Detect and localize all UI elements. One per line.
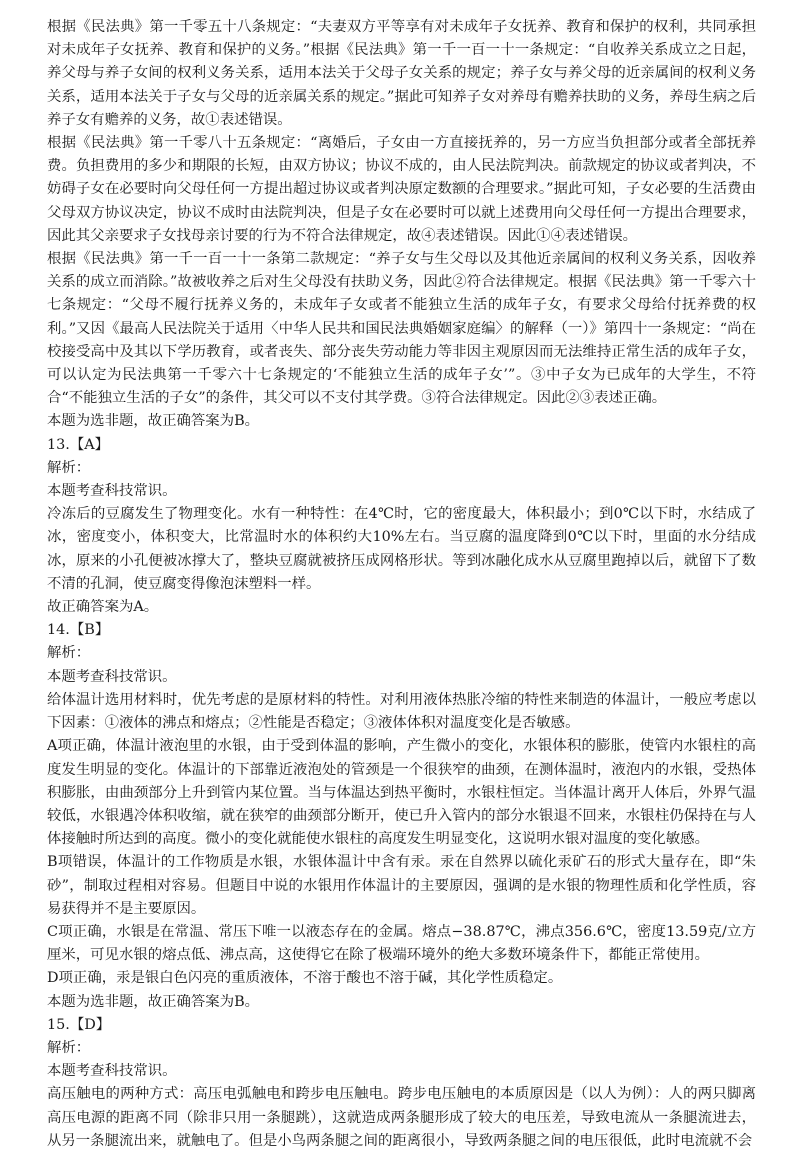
topic-line-14: 本题考查科技常识。 [47, 668, 177, 685]
paragraph-high-voltage: 高压触电的两种方式：高压电弧触电和跨步电压触电。跨步电压触电的本质原因是（以人为例）：人的两只脚离高压电源的距离不同（除非只用一条腿跳），这就造成两条腿形成了较大的电压差，导致电流从一条腿流进去，从另一条腿流出来，就触电了。但是小鸟两条腿之间的距离很小，导致两条腿之间的电压很低，此时电流就不会 [47, 1086, 756, 1149]
answer-line-12: 本题为选非题，故正确答案为B。 [47, 413, 260, 430]
analysis-label-15: 解析： [47, 1039, 91, 1056]
option-c-explanation: C项正确，水银是在常温、常压下唯一以液态存在的金属。熔点−38.87℃，沸点356.6℃，密度13.59克/立方厘米，可见水银的熔点低、沸点高，这使得它在除了极端环境外的绝大多数环境条件下，都能正常使用。 [47, 923, 756, 964]
question-13-heading: 13.【A】 [47, 436, 110, 453]
topic-line-15: 本题考查科技常识。 [47, 1063, 177, 1080]
topic-line-13: 本题考查科技常识。 [47, 483, 177, 500]
paragraph-tofu: 冷冻后的豆腐发生了物理变化。水有一种特性：在4℃时，它的密度最大，体积最小；到0℃以下时，水结成了冰，密度变小，体积变大，比常温时水的体积约大10%左右。当豆腐的温度降到0℃以下时，里面的水分结成冰，原来的小孔便被冰撑大了，整块豆腐就被挤压成网格形状。等到冰融化成水从豆腐里跑掉以后，就留下了数不清的孔洞，使豆腐变得像泡沫塑料一样。 [47, 506, 756, 592]
paragraph-thermometer-intro: 给体温计选用材料时，优先考虑的是原材料的特性。对利用液体热胀冷缩的特性来制造的体温计，一般应考虑以下因素：①液体的沸点和熔点；②性能是否稳定；③液体体积对温度变化是否敏感。 [47, 691, 756, 732]
paragraph-article-1111: 根据《民法典》第一千一百一十一条第二款规定：“养子女与生父母以及其他近亲属间的权利义务关系，因收养关系的成立而消除。”故被收养之后对生父母没有扶助义务，因此②符合法律规定。根据《民法典》第一千零六十七条规定：“父母不履行抚养义务的，未成年子女或者不能独立生活的成年子女，有要求父母给付抚养费的权利。”又因《最高人民法院关于适用〈中华人民共和国民法典婚姻家庭编〉的解释（一）》第四十一条规定：“尚在校接受高中及其以下学历教育，或者丧失、部分丧失劳动能力等非因主观原因而无法维持正常生活的成年子女，可以认定为民法典第一千零六十七条规定的‘不能独立生活的成年子女’”。③中子女为已成年的大学生，不符合“不能独立生活的子女”的条件，其父可以不支付其学费。③符合法律规定。因此②③表述正确。 [47, 251, 756, 407]
paragraph-article-1085: 根据《民法典》第一千零八十五条规定：“离婚后，子女由一方直接抚养的，另一方应当负担部分或者全部抚养费。负担费用的多少和期限的长短，由双方协议；协议不成的，由人民法院判决。前款规定的协议或者判决，不妨碍子女在必要时向父母任何一方提出超过协议或者判决原定数额的合理要求。”据此可知，子女必要的生活费由父母双方协议决定，协议不成时由法院判决，但是子女在必要时可以就上述费用向父母任何一方提出合理要求，因此其父亲要求子女找母亲讨要的行为不符合法律规定，故④表述错误。因此①④表述错误。 [47, 135, 756, 244]
option-a-explanation: A项正确，体温计液泡里的水银，由于受到体温的影响，产生微小的变化，水银体积的膨胀，使管内水银柱的高度发生明显的变化。体温计的下部靠近液泡处的管颈是一个很狭窄的曲颈，在测体温时，液泡内的水银，受热体积膨胀，由曲颈部分上升到管内某位置。当与体温达到热平衡时，水银柱恒定。当体温计离开人体后，外界气温较低，水银遇冷体积收缩，就在狭窄的曲颈部分断开，使已升入管内的部分水银退不回来，水银柱仍保持在与人体接触时所达到的高度。微小的变化就能使水银柱的高度发生明显变化，这说明水银对温度的变化敏感。 [47, 738, 756, 848]
answer-line-14: 本题为选非题，故正确答案为B。 [47, 993, 260, 1010]
paragraph-article-1058: 根据《民法典》第一千零五十八条规定：“夫妻双方平等享有对未成年子女抚养、教育和保护的权利，共同承担对未成年子女抚养、教育和保护的义务。”根据《民法典》第一千一百一十一条规定：“自收养关系成立之日起，养父母与养子女间的权利义务关系，适用本法关于父母子女关系的规定；养子女与养父母的近亲属间的权利义务关系，适用本法关于子女与父母的近亲属关系的规定。”据此可知养子女对养母有赡养扶助的义务，养母生病之后养子女有赡养的义务，故①表述错误。 [47, 19, 756, 128]
question-15-heading: 15.【D】 [47, 1016, 111, 1033]
analysis-label-13: 解析： [47, 459, 91, 476]
question-14-heading: 14.【B】 [47, 622, 110, 639]
analysis-label-14: 解析： [47, 645, 91, 662]
answer-line-13: 故正确答案为A。 [47, 599, 159, 616]
option-b-explanation: B项错误，体温计的工作物质是水银，水银体温计中含有汞。汞在自然界以硫化汞矿石的形式大量存在，即“朱砂”，制取过程相对容易。但题目中说的水银用作体温计的主要原因，强调的是水银的物理性质和化学性质，容易获得并不是主要原因。 [47, 854, 756, 917]
option-d-explanation: D项正确，汞是银白色闪亮的重质液体，不溶于酸也不溶于碱，其化学性质稳定。 [47, 970, 563, 987]
